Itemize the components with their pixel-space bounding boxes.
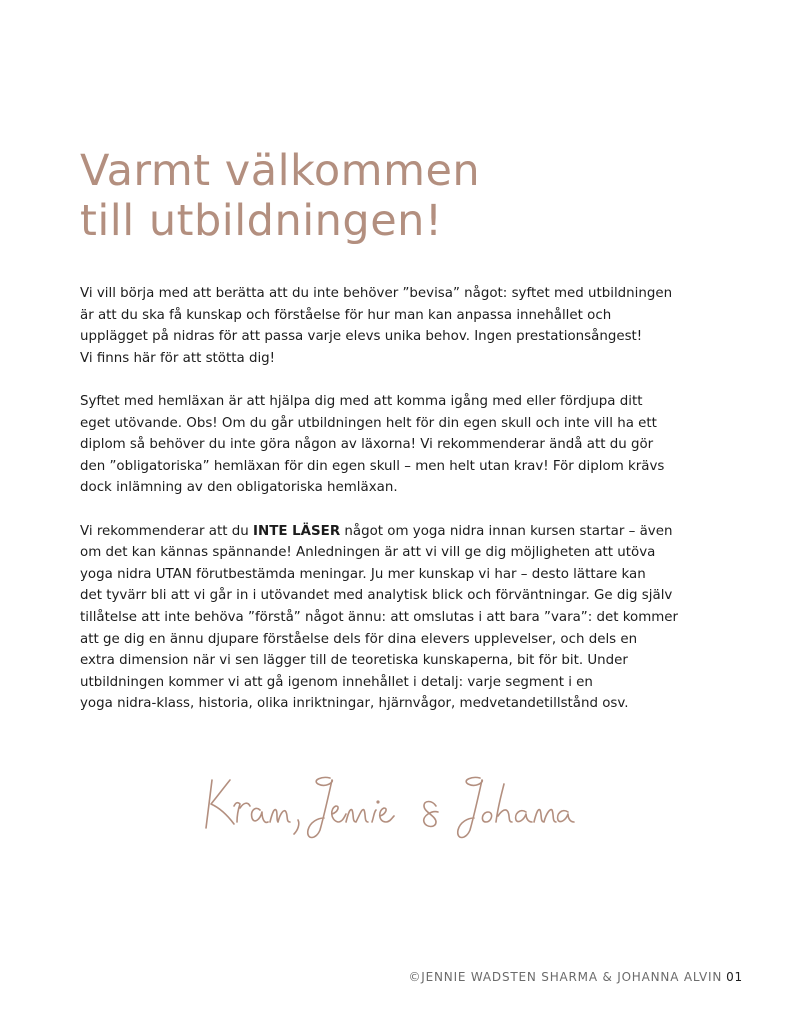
text-line: eget utövande. Obs! Om du går utbildningen helt för din egen skull och inte vill ha ett (80, 415, 657, 431)
page-title-line-2: till utbildningen! (80, 196, 443, 246)
text-line: yoga nidra-klass, historia, olika inriktningar, hjärnvågor, medvetandetillstånd osv. (80, 696, 629, 712)
text-line (80, 521, 720, 543)
text-line: Syftet med hemläxan är att hjälpa dig med att komma igång med eller fördjupa ditt (80, 393, 643, 409)
text-line: upplägget på nidras för att passa varje elevs unika behov. Ingen prestationsångest! (80, 329, 643, 345)
emphasis-text: INTE LÄSER (253, 523, 341, 539)
text-line: det tyvärr bli att vi går in i utövandet med analytisk blick och förväntningar. Ge dig själv (80, 588, 673, 604)
text-line: om det kan kännas spännande! Anledningen är att vi vill ge dig möjligheten att utöva (80, 545, 656, 561)
page-footer (409, 970, 744, 984)
handwritten-signature (200, 766, 580, 846)
paragraph-intro (80, 283, 720, 369)
text-run: Vi rekommenderar att du (80, 523, 253, 539)
text-line: den ”obligatoriska” hemläxan för din egen skull – men helt utan krav! För diplom krävs (80, 458, 665, 474)
page-title-line-1: Varmt välkommen (80, 146, 481, 196)
text-run: något om yoga nidra innan kursen startar – även (340, 523, 673, 539)
text-line: Vi vill börja med att berätta att du inte behöver ”bevisa” något: syftet med utbildningen (80, 286, 673, 301)
text-line: tillåtelse att inte behöva ”förstå” något ännu: att omslutas i att bara ”vara”: det kommer (80, 609, 679, 625)
text-line: utbildningen kommer vi att gå igenom innehållet i detalj: varje segment i en (80, 674, 593, 690)
text-line: extra dimension när vi sen lägger till de teoretiska kunskaperna, bit för bit. Under (80, 653, 628, 669)
page-title (80, 146, 720, 246)
text-line: dock inlämning av den obligatoriska hemläxan. (80, 480, 398, 496)
copyright-text: ©JENNIE WADSTEN SHARMA & JOHANNA ALVIN (408, 970, 723, 984)
text-line: diplom så behöver du inte göra någon av läxorna! Vi rekommenderar ändå att du gör (80, 437, 654, 453)
text-line: yoga nidra UTAN förutbestämda meningar. Ju mer kunskap vi har – desto lättare kan (80, 566, 646, 582)
text-line: att ge dig en ännu djupare förståelse dels för dina elevers upplevelser, och dels en (80, 631, 638, 647)
page-number: 01 (726, 970, 743, 984)
paragraph-homework (80, 391, 720, 499)
text-line: är att du ska få kunskap och förståelse för hur man kan anpassa innehållet och (80, 307, 612, 323)
signature-graphic (200, 766, 580, 846)
body-text (80, 283, 720, 736)
paragraph-recommendation (80, 521, 720, 715)
text-line: Vi finns här för att stötta dig! (80, 350, 276, 366)
